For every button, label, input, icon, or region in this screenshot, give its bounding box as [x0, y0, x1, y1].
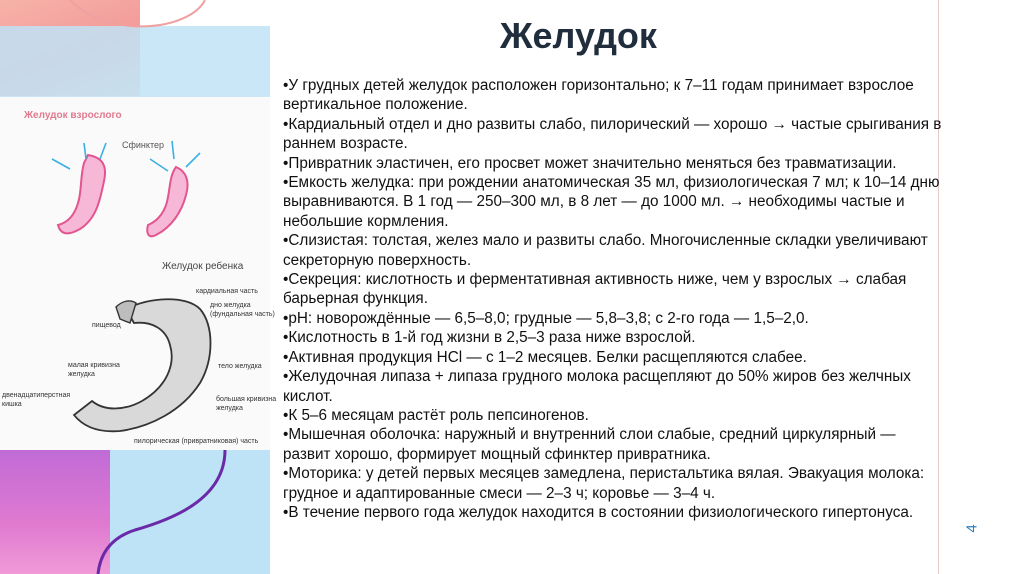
bullet-item: •У грудных детей желудок расположен горизонтально; к 7–11 годам принимает взрослое вертикальное положение. [283, 77, 914, 114]
stomach-figure [0, 97, 277, 450]
label-cardiac: кардиальная часть [196, 288, 258, 295]
label-duodenum-2: кишка [2, 401, 22, 408]
bullet-item: •К 5–6 месяцам растёт роль пепсиногенов. [283, 406, 589, 424]
decor-purple-block [0, 450, 110, 574]
bullet-item: •Секреция: кислотность и ферментативная активность ниже, чем у взрослых → слабая барьерная функция. [283, 271, 907, 308]
label-greater-curvature-2: желудка [216, 405, 243, 412]
label-fundus: дно желудка [210, 302, 251, 309]
decor-blue-block [0, 26, 270, 98]
page-number: 4 [963, 524, 981, 533]
bullet-item: •Привратник эластичен, его просвет может значительно меняться без травматизации. [283, 154, 897, 172]
page-title: Желудок [500, 15, 657, 56]
label-body: тело желудка [218, 363, 262, 370]
adult-stomach-right [147, 167, 187, 236]
bullet-item: •Кардиальный отдел и дно развиты слабо, пилорический — хорошо → частые срыгивания в раннем возрасте. [283, 115, 942, 153]
bullet-item: •Мышечная оболочка: наружный и внутренний слои слабые, средний циркулярный — развит хорошо, формирует мощный сфинктер привратника. [283, 426, 896, 463]
bullet-item: •Активная продукция HCl — с 1–2 месяцев. Белки расщепляются слабее. [283, 348, 807, 366]
label-lesser-curvature-2: желудка [68, 371, 95, 378]
label-duodenum: двенадцатиперстная [2, 392, 71, 399]
bullet-item: •Желудочная липаза + липаза грудного молока расщепляют до 50% жиров без желчных кислот. [283, 368, 911, 405]
bullet-item: •Кислотность в 1-й год жизни в 2,5–3 раза ниже взрослой. [283, 329, 696, 347]
bullet-item: •В течение первого года желудок находится в состоянии физиологического гипертонуса. [283, 503, 914, 521]
label-child-stomach: Желудок ребенка [162, 261, 244, 272]
bullet-list [283, 76, 943, 522]
bullet-item: •pH: новорождённые — 6,5–8,0; грудные — 5,8–3,8; с 2-го года — 1,5–2,0. [283, 309, 809, 327]
bullet-item: •Емкость желудка: при рождении анатомическая 35 мл, физиологическая 7 мл; к 10–14 дню выравниваются. В 1 год — 250–300 мл, в 8 лет — до 1000 мл. → необходимы частые и небольшие кормления. [283, 174, 940, 230]
label-sphincter: Сфинктер [122, 140, 164, 150]
bullet-item: •Моторика: у детей первых месяцев замедлена, перистальтика вялая. Эвакуация молока: грудное и адаптированные смеси — 2–3 ч; коровье — 3–4 ч. [283, 465, 925, 502]
label-greater-curvature: большая кривизна [216, 396, 277, 403]
label-pyloric: пилорическая (привратниковая) часть [134, 438, 259, 445]
label-fundus-2: (фундальная часть) [210, 311, 275, 318]
label-esophagus: пищевод [92, 322, 121, 329]
bullet-item: •Слизистая: толстая, желез мало и развиты слабо. Многочисленные складки увеличивают секреторную поверхность. [283, 232, 928, 269]
label-adult-stomach: Желудок взрослого [24, 110, 122, 121]
label-lesser-curvature: малая кривизна [68, 362, 120, 369]
